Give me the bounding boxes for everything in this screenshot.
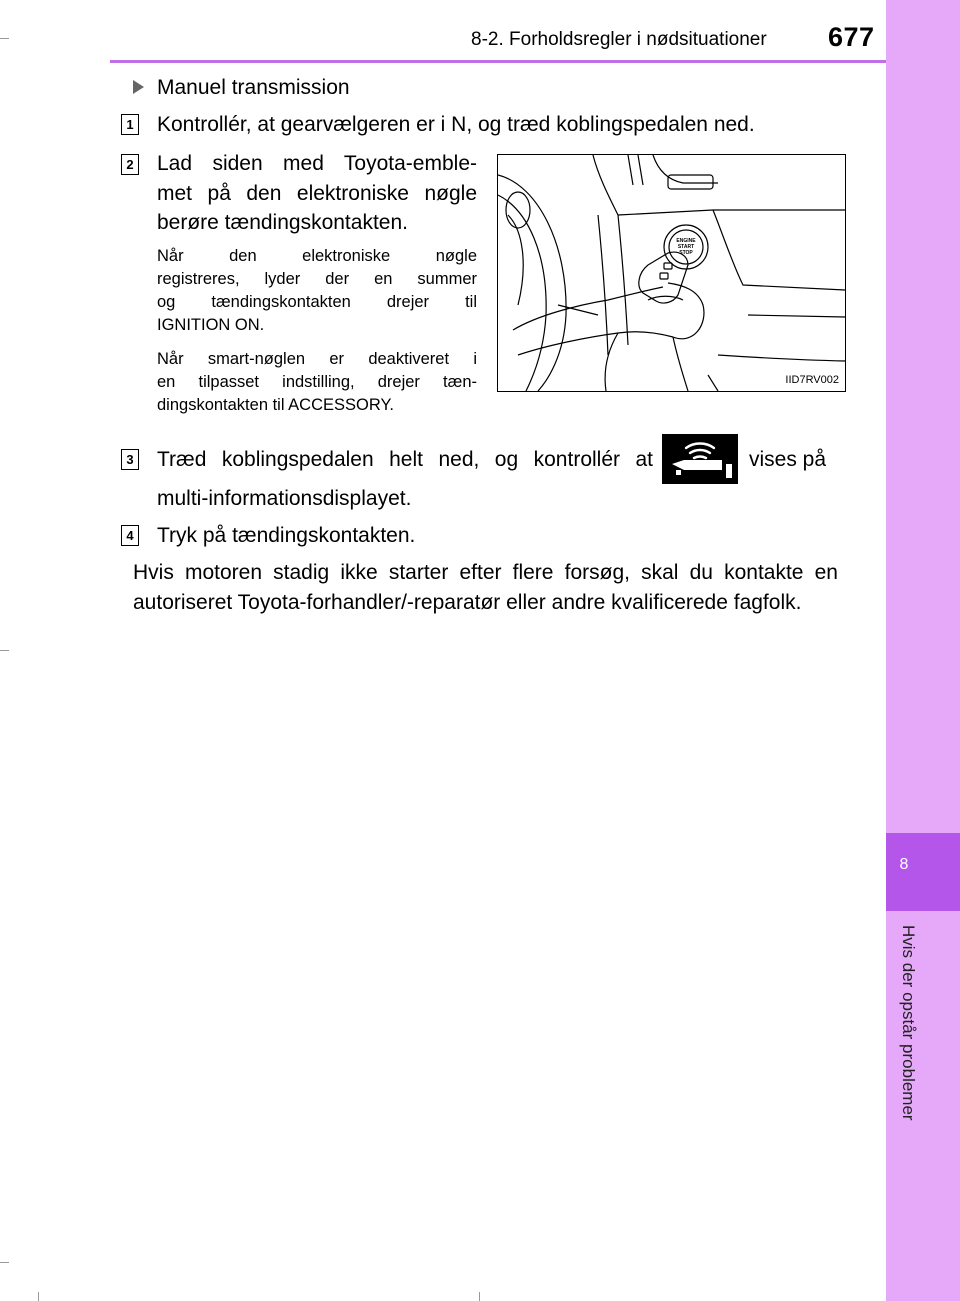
start-button-label: START: [677, 244, 695, 250]
figure-code: IID7RV002: [785, 374, 839, 386]
chapter-label: Hvis der opstår problemer: [899, 925, 918, 1121]
key-indicator-icon: [662, 434, 738, 484]
key-fob-illustration: [497, 154, 846, 392]
note-line: registreres, lyder der en summer: [157, 270, 477, 288]
step-text: Tryk på tændingskontakten.: [157, 524, 416, 547]
step-number: 4: [121, 525, 139, 546]
start-button-label: STOP: [679, 250, 693, 256]
crop-mark: [0, 1262, 9, 1263]
page-number: 677: [828, 22, 875, 52]
crop-mark: [38, 1292, 39, 1301]
step-text: Kontrollér, at gearvælgeren er i N, og træd koblingspedalen ned.: [157, 113, 755, 136]
crop-mark: [479, 1292, 480, 1301]
crop-mark: [0, 650, 9, 651]
header-rule: [110, 60, 886, 63]
dashboard-drawing: [498, 155, 845, 391]
step-text-line: Træd koblingspedalen helt ned, og kontrollér at: [157, 448, 653, 471]
chapter-number: 8: [899, 856, 909, 873]
section-title: 8-2. Forholdsregler i nødsituationer: [471, 29, 767, 50]
note-line: Når den elektroniske nøgle: [157, 247, 477, 265]
triangle-bullet-icon: [133, 80, 144, 94]
step-text-line: vises på: [749, 448, 827, 471]
note-line: IGNITION ON.: [157, 316, 265, 334]
step-number: 3: [121, 449, 139, 470]
note-line: dingskontakten til ACCESSORY.: [157, 396, 394, 414]
paragraph-line: Hvis motoren stadig ikke starter efter flere forsøg, skal du kontakte en: [133, 561, 838, 584]
crop-mark: [0, 38, 9, 39]
step-text-line: berøre tændingskontakten.: [157, 211, 408, 234]
step-text-line: met på den elektroniske nøgle: [157, 182, 477, 205]
note-line: en tilpasset indstilling, drejer tæn-: [157, 373, 477, 391]
note-line: og tændingskontakten drejer til: [157, 293, 477, 311]
paragraph-line: autoriseret Toyota-forhandler/-reparatør eller andre kvalificerede fagfolk.: [133, 591, 802, 614]
step-number: 2: [121, 154, 139, 175]
start-button-label: ENGINE: [676, 238, 696, 244]
subheading: Manuel transmission: [157, 76, 350, 99]
note-line: Når smart-nøglen er deaktiveret i: [157, 350, 477, 368]
step-number: 1: [121, 114, 139, 135]
step-text-line: multi-informationsdisplayet.: [157, 487, 412, 510]
step-text-line: Lad siden med Toyota-emble-: [157, 152, 477, 175]
